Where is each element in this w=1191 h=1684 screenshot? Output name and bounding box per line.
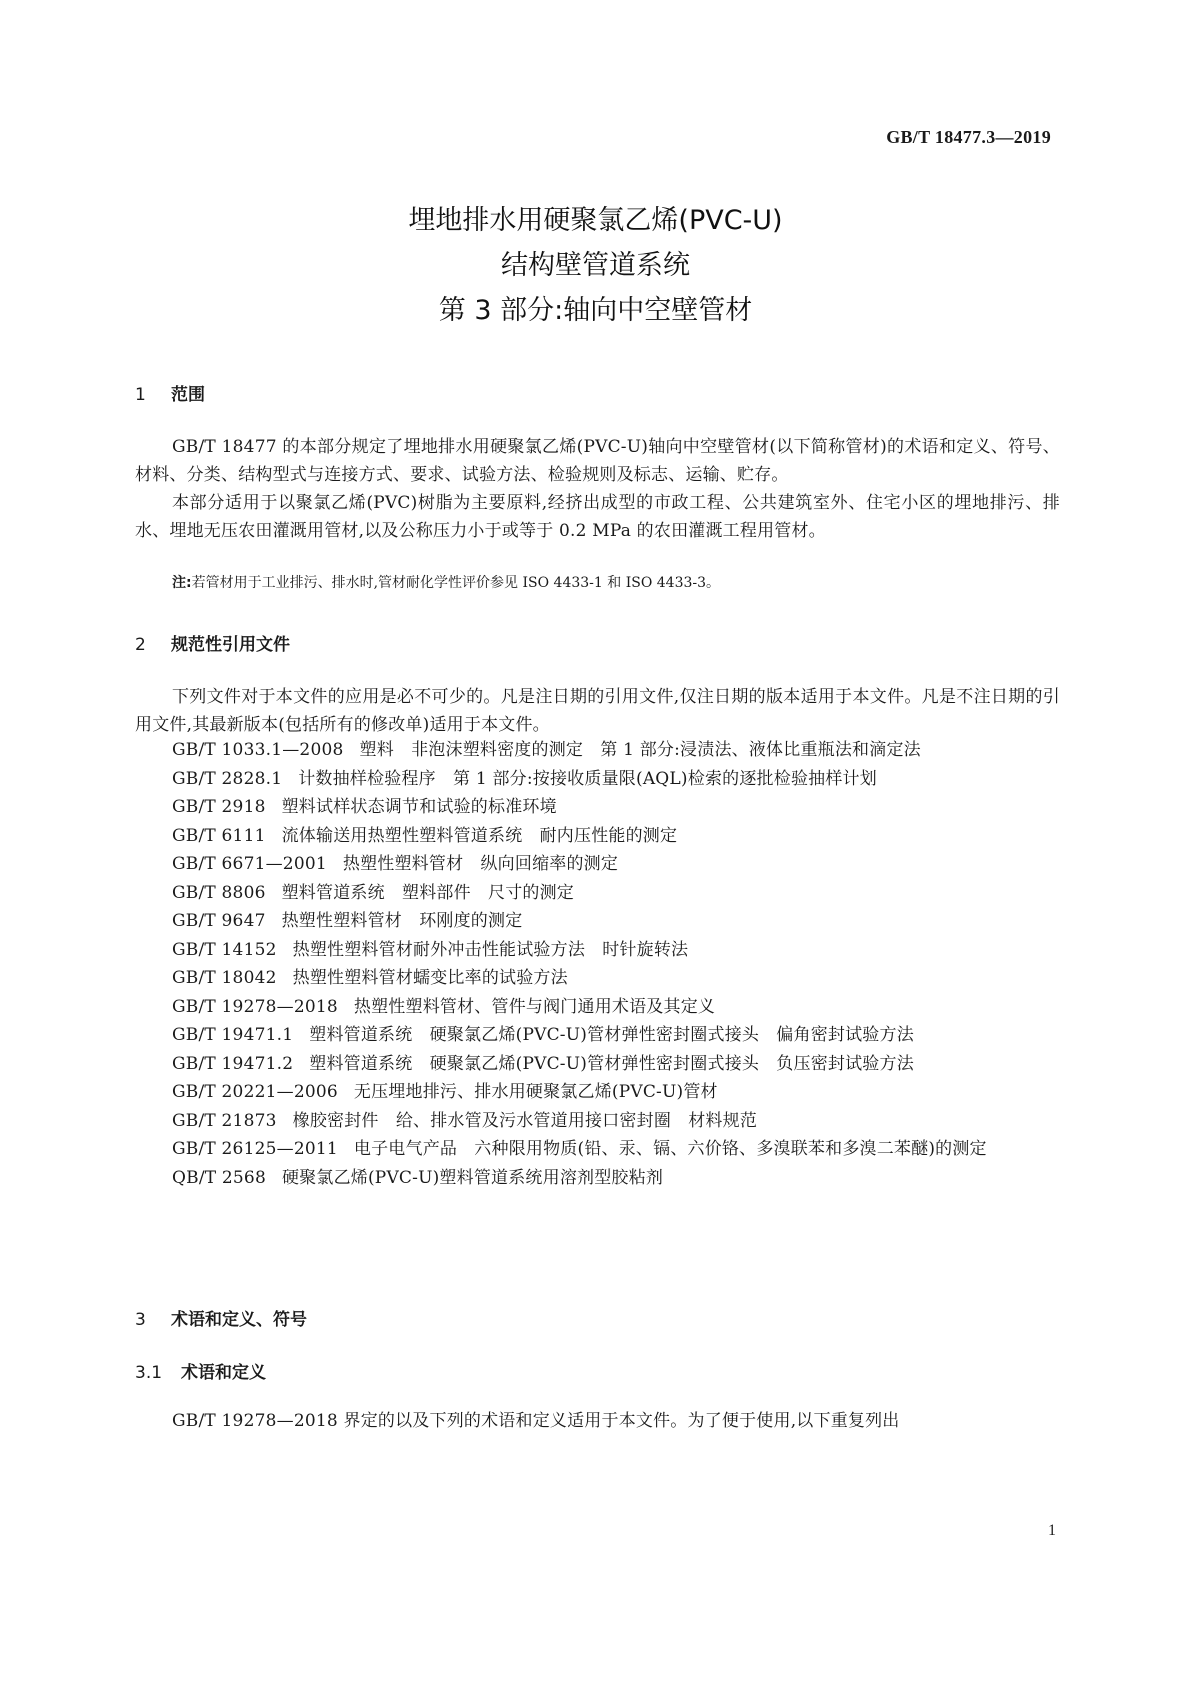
section-number: 3.1 [135, 1363, 163, 1383]
terms-paragraph: GB/T 19278—2018 界定的以及下列的术语和定义适用于本文件。为了便于使用,以下重复列出 [172, 1411, 900, 1431]
section-3-1-heading [135, 1358, 266, 1383]
section-title: 规范性引用文件 [171, 635, 290, 655]
reference-item: GB/T 21873 橡胶密封件 给、排水管及污水管道用接口密封圈 材料规范 [172, 1110, 758, 1131]
reference-item: QB/T 2568 硬聚氯乙烯(PVC-U)塑料管道系统用溶剂型胶粘剂 [172, 1167, 664, 1188]
section-number: 2 [135, 635, 146, 655]
document-title [0, 198, 1191, 333]
note-label: 注: [172, 575, 192, 591]
scope-note [172, 572, 720, 592]
reference-item: GB/T 2918 塑料试样状态调节和试验的标准环境 [172, 797, 557, 817]
title-line-3: 第 3 部分:轴向中空壁管材 [438, 295, 753, 326]
reference-item: GB/T 20221—2006 无压埋地排污、排水用硬聚氯乙烯(PVC-U)管材 [172, 1082, 718, 1102]
reference-item: GB/T 18042 热塑性塑料管材蠕变比率的试验方法 [172, 968, 568, 988]
reference-item: GB/T 19471.1 塑料管道系统 硬聚氯乙烯(PVC-U)管材弹性密封圈式接头 偏角密封试验方法 [172, 1025, 914, 1045]
reference-item: GB/T 26125—2011 电子电气产品 六种限用物质(铅、汞、镉、六价铬、多溴联苯和多溴二苯醚)的测定 [172, 1139, 987, 1159]
section-title: 术语和定义、符号 [171, 1310, 307, 1330]
title-line-1: 埋地排水用硬聚氯乙烯(PVC-U) [408, 205, 783, 236]
scope-paragraph-1: GB/T 18477 的本部分规定了埋地排水用硬聚氯乙烯(PVC-U)轴向中空壁管材(以下简称管材)的术语和定义、符号、材料、分类、结构型式与连接方式、要求、试验方法、检验规则及标志、运输、贮存。 [135, 437, 1060, 485]
reference-list [135, 736, 1060, 1192]
reference-item: GB/T 1033.1—2008 塑料 非泡沫塑料密度的测定 第 1 部分:浸渍法、液体比重瓶法和滴定法 [172, 740, 921, 760]
reference-item: GB/T 6671—2001 热塑性塑料管材 纵向回缩率的测定 [172, 854, 619, 874]
title-line-2: 结构壁管道系统 [501, 250, 690, 281]
reference-item: GB/T 2828.1 计数抽样检验程序 第 1 部分:按接收质量限(AQL)检索的逐批检验抽样计划 [172, 768, 877, 789]
section-2-intro [135, 683, 1060, 739]
section-title: 范围 [171, 385, 205, 405]
section-title: 术语和定义 [181, 1363, 266, 1383]
scope-paragraph-2: 本部分适用于以聚氯乙烯(PVC)树脂为主要原料,经挤出成型的市政工程、公共建筑室外、住宅小区的埋地排污、排水、埋地无压农田灌溉用管材,以及公称压力小于或等于 0.2 MPa 的农田灌溉工程用管材。 [135, 493, 1060, 541]
section-2-heading [135, 630, 290, 655]
normative-intro: 下列文件对于本文件的应用是必不可少的。凡是注日期的引用文件,仅注日期的版本适用于本文件。凡是不注日期的引用文件,其最新版本(包括所有的修改单)适用于本文件。 [135, 687, 1060, 735]
reference-item: GB/T 19471.2 塑料管道系统 硬聚氯乙烯(PVC-U)管材弹性密封圈式接头 负压密封试验方法 [172, 1053, 914, 1074]
standard-code: GB/T 18477.3—2019 [886, 127, 1051, 147]
note-text: 若管材用于工业排污、排水时,管材耐化学性评价参见 ISO 4433-1 和 ISO 4433-3。 [191, 575, 721, 591]
reference-item: GB/T 19278—2018 热塑性塑料管材、管件与阀门通用术语及其定义 [172, 996, 716, 1017]
section-number: 3 [135, 1310, 146, 1330]
section-1-body [135, 433, 1060, 545]
reference-item: GB/T 9647 热塑性塑料管材 环刚度的测定 [172, 911, 523, 931]
reference-item: GB/T 8806 塑料管道系统 塑料部件 尺寸的测定 [172, 882, 575, 903]
section-3-heading [135, 1305, 307, 1330]
section-1-heading [135, 380, 205, 405]
reference-item: GB/T 6111 流体输送用热塑性塑料管道系统 耐内压性能的测定 [172, 825, 678, 846]
reference-item: GB/T 14152 热塑性塑料管材耐外冲击性能试验方法 时针旋转法 [172, 939, 689, 960]
page-number: 1 [1048, 1522, 1056, 1539]
section-3-1-body [135, 1407, 1060, 1435]
section-number: 1 [135, 385, 146, 405]
